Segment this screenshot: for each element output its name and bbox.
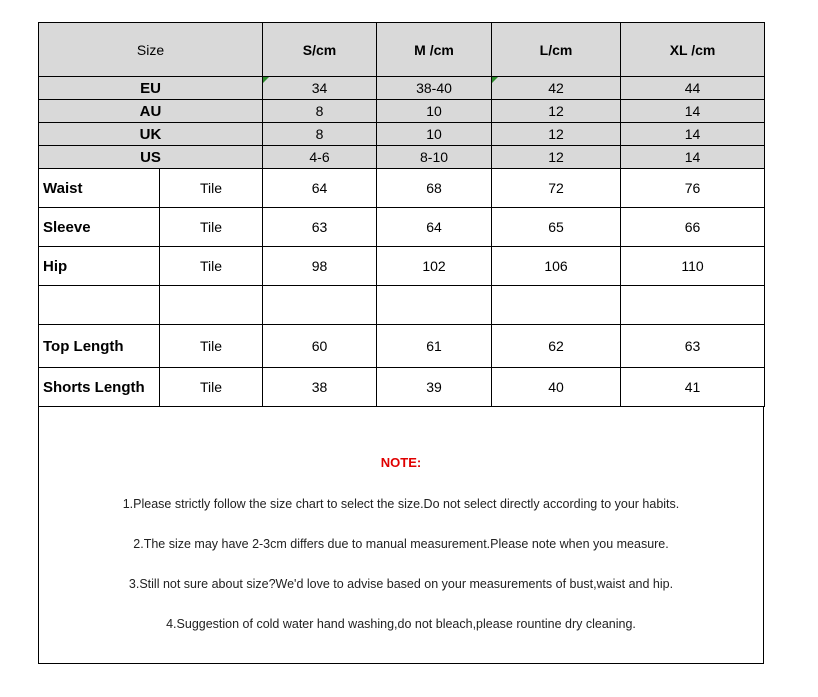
table-cell: 8-10 — [377, 146, 492, 169]
table-cell: 8 — [263, 100, 377, 123]
region-row-uk — [39, 123, 765, 146]
corner-marker-icon — [263, 77, 269, 83]
measurement-unit: Tile — [160, 368, 263, 407]
table-cell: 60 — [263, 325, 377, 368]
measurement-unit: Tile — [160, 325, 263, 368]
measurement-row-waist — [39, 169, 765, 208]
column-header-s: S/cm — [263, 23, 377, 77]
table-cell: 10 — [377, 100, 492, 123]
size-title: Size — [39, 23, 263, 77]
table-cell: 4-6 — [263, 146, 377, 169]
region-label: UK — [39, 123, 263, 146]
table-cell: 68 — [377, 169, 492, 208]
column-header-m: M /cm — [377, 23, 492, 77]
table-cell: 98 — [263, 247, 377, 286]
measurement-row-top-length — [39, 325, 765, 368]
table-cell: 8 — [263, 123, 377, 146]
table-cell: 106 — [492, 247, 621, 286]
table-cell — [263, 286, 377, 325]
region-label: US — [39, 146, 263, 169]
table-cell: 44 — [621, 77, 765, 100]
table-cell: 39 — [377, 368, 492, 407]
table-cell: 61 — [377, 325, 492, 368]
measurement-label: Top Length — [39, 325, 160, 368]
table-cell: 63 — [621, 325, 765, 368]
measurement-unit — [160, 286, 263, 325]
measurement-label — [39, 286, 160, 325]
table-cell: 64 — [263, 169, 377, 208]
measurement-row-hip — [39, 247, 765, 286]
table-cell — [621, 286, 765, 325]
measurement-unit: Tile — [160, 247, 263, 286]
measurement-label: Shorts Length — [39, 368, 160, 407]
measurement-unit: Tile — [160, 169, 263, 208]
table-cell: 14 — [621, 123, 765, 146]
table-cell: 41 — [621, 368, 765, 407]
notes-section — [38, 407, 764, 664]
measurement-label: Hip — [39, 247, 160, 286]
table-cell: 66 — [621, 208, 765, 247]
table-cell: 34 — [263, 77, 377, 100]
table-cell: 14 — [621, 100, 765, 123]
table-cell: 102 — [377, 247, 492, 286]
header-row — [39, 23, 765, 77]
table-cell: 64 — [377, 208, 492, 247]
column-header-l: L/cm — [492, 23, 621, 77]
region-row-us — [39, 146, 765, 169]
table-cell: 62 — [492, 325, 621, 368]
table-cell: 110 — [621, 247, 765, 286]
table-cell: 12 — [492, 123, 621, 146]
table-cell — [492, 286, 621, 325]
note-line: 2.The size may have 2-3cm differs due to manual measurement.Please note when you measure. — [133, 537, 669, 551]
region-label: AU — [39, 100, 263, 123]
size-table — [38, 22, 765, 407]
measurement-row-shorts-length — [39, 368, 765, 407]
region-row-au — [39, 100, 765, 123]
table-cell: 42 — [492, 77, 621, 100]
measurement-row-empty — [39, 286, 765, 325]
corner-marker-icon — [492, 77, 498, 83]
measurement-label: Waist — [39, 169, 160, 208]
note-line: 1.Please strictly follow the size chart to select the size.Do not select directly according to your habits. — [122, 497, 680, 511]
table-cell: 38-40 — [377, 77, 492, 100]
table-cell: 76 — [621, 169, 765, 208]
column-header-xl: XL /cm — [621, 23, 765, 77]
table-cell: 12 — [492, 100, 621, 123]
note-title: NOTE: — [380, 455, 422, 470]
table-cell: 40 — [492, 368, 621, 407]
measurement-row-sleeve — [39, 208, 765, 247]
region-row-eu — [39, 77, 765, 100]
region-label: EU — [39, 77, 263, 100]
table-cell: 10 — [377, 123, 492, 146]
note-line: 3.Still not sure about size?We'd love to advise based on your measurements of bust,waist and hip. — [128, 577, 674, 591]
table-cell: 14 — [621, 146, 765, 169]
measurement-label: Sleeve — [39, 208, 160, 247]
table-cell: 38 — [263, 368, 377, 407]
table-cell: 63 — [263, 208, 377, 247]
measurement-unit: Tile — [160, 208, 263, 247]
table-cell: 12 — [492, 146, 621, 169]
note-line: 4.Suggestion of cold water hand washing,do not bleach,please rountine dry cleaning. — [166, 617, 636, 631]
table-cell — [377, 286, 492, 325]
table-cell: 72 — [492, 169, 621, 208]
size-chart — [38, 22, 764, 664]
table-cell: 65 — [492, 208, 621, 247]
